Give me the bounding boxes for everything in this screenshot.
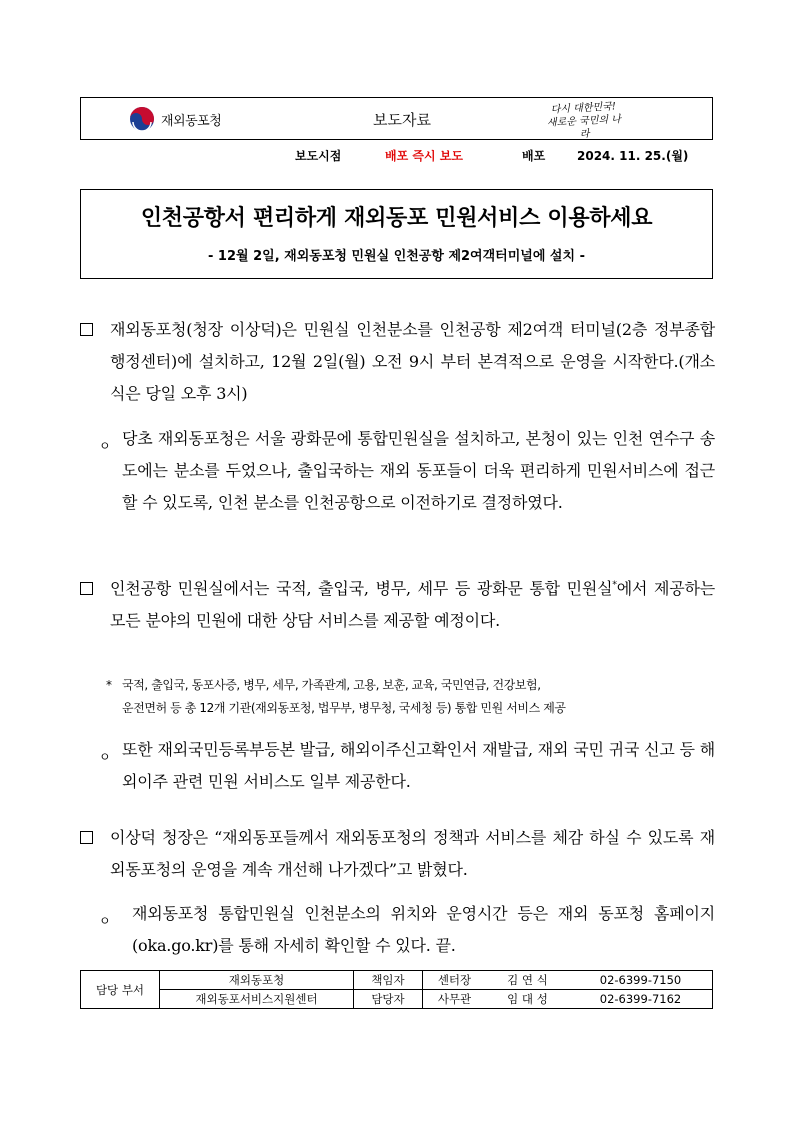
body-subparagraph-2: 또한 재외국민등록부등본 발급, 해외이주신고확인서 재발급, 재외 국민 귀국 신고 등 해외이주 관련 민원 서비스도 일부 제공한다. xyxy=(122,740,715,791)
checkbox-square-icon xyxy=(80,323,93,336)
release-time-label: 보도시점 xyxy=(295,149,342,163)
agency-logo xyxy=(129,106,221,132)
page-subtitle: - 12월 2일, 재외동포청 민원실 인천공항 제2여객터미널에 설치 - xyxy=(208,249,585,264)
role: 책임자 xyxy=(354,971,423,990)
bullet-circle-icon: ㅇ xyxy=(99,439,111,453)
distribution-date: 2024. 11. 25.(월) xyxy=(577,149,689,163)
release-time-value: 배포 즉시 보도 xyxy=(385,149,463,163)
footnote-line-2: 운전면허 등 총 12개 기관(재외동포청, 법무부, 병무청, 국세청 등) 통합 민원 서비스 제공 xyxy=(122,701,566,715)
slogan-line1: 다시 대한민국! xyxy=(550,101,617,116)
name: 임 대 성 xyxy=(486,990,569,1009)
header-box xyxy=(80,97,713,140)
body-paragraph-3: 이상덕 청장은 “재외동포들께서 재외동포청의 정책과 서비스를 체감 하실 수 있도록 재외동포청의 운영을 계속 개선해 나가겠다”고 밝혔다. xyxy=(110,828,715,879)
org-name: 재외동포청 xyxy=(160,971,354,990)
agency-name: 재외동포청 xyxy=(161,113,222,129)
footnote-line-1: 국적, 출입국, 동포사증, 병무, 세무, 가족관계, 고용, 보훈, 교육, 국민연금, 건강보험, xyxy=(122,678,541,692)
name: 김 연 식 xyxy=(486,971,569,990)
body-paragraph-2-part2: 에서 제공하는 모든 분야의 민원에 대한 상담 서비스를 제공할 예정이다. xyxy=(110,579,715,630)
checkbox-square-icon xyxy=(80,831,93,844)
taegeuk-icon xyxy=(129,106,155,132)
title: 센터장 xyxy=(423,971,487,990)
body-paragraph-2-part1: 인천공항 민원실에서는 국적, 출입국, 병무, 세무 등 광화문 통합 민원실 xyxy=(110,579,613,598)
footnote-star: * xyxy=(106,678,112,692)
title-box xyxy=(80,189,713,279)
title: 사무관 xyxy=(423,990,487,1009)
role: 담당자 xyxy=(354,990,423,1009)
checkbox-square-icon xyxy=(80,582,93,595)
table-row xyxy=(81,990,713,1009)
doc-type: 보도자료 xyxy=(373,111,431,129)
body-paragraph-1: 재외동포청(청장 이상덕)은 민원실 인천분소를 인천공항 제2여객 터미널(2층 정부종합행정센터)에 설치하고, 12월 2일(월) 오전 9시 부터 본격적으로 운영을 시작한다.(개소식은 당일 오후 3시) xyxy=(110,320,715,403)
contact-table xyxy=(80,970,713,1009)
org-name: 재외동포서비스지원센터 xyxy=(160,990,354,1009)
dept-label: 담당 부서 xyxy=(81,971,160,1009)
bullet-circle-icon: ㅇ xyxy=(99,914,111,928)
phone: 02-6399-7162 xyxy=(569,990,713,1009)
body-paragraph-2 xyxy=(110,573,715,637)
distribution-label: 배포 xyxy=(522,149,546,163)
slogan-line2: 새로운 국민의 나라 xyxy=(546,114,622,141)
phone: 02-6399-7150 xyxy=(569,971,713,990)
footnote-marker: * xyxy=(612,580,617,591)
slogan xyxy=(543,100,625,143)
body-subparagraph-3: 재외동포청 통합민원실 인천분소의 위치와 운영시간 등은 재외 동포청 홈페이지(oka.go.kr)를 통해 자세히 확인할 수 있다. 끝. xyxy=(132,904,715,955)
page-title: 인천공항서 편리하게 재외동포 민원서비스 이용하세요 xyxy=(140,206,653,231)
body-subparagraph-1: 당초 재외동포청은 서울 광화문에 통합민원실을 설치하고, 본청이 있는 인천 연수구 송도에는 분소를 두었으나, 출입국하는 재외 동포들이 더욱 편리하게 민원서비스에 접근할 수 있도록, 인천 분소를 인천공항으로 이전하기로 결정하였다. xyxy=(122,429,715,512)
table-row xyxy=(81,971,713,990)
bullet-circle-icon: ㅇ xyxy=(99,750,111,764)
